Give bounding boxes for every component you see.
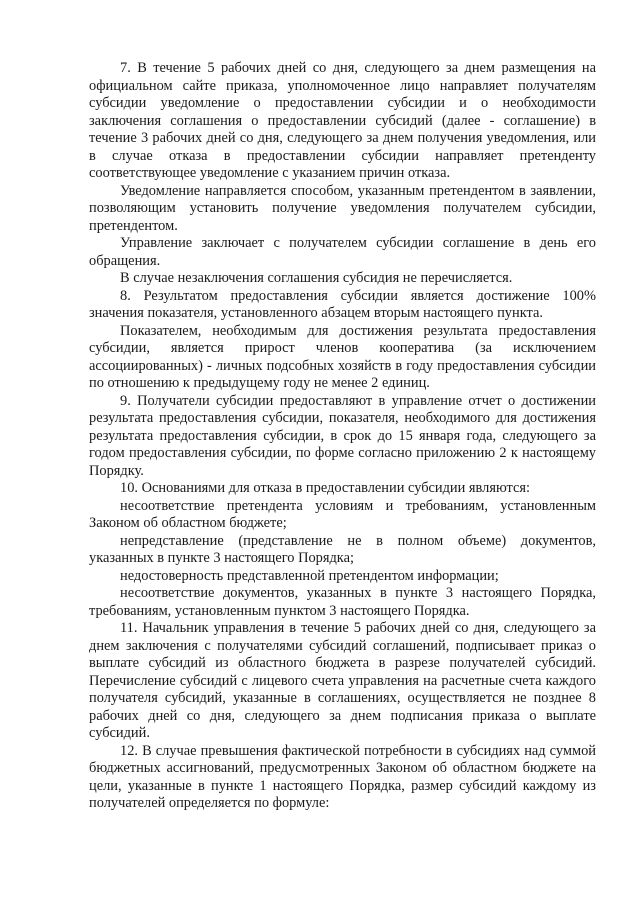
paragraph-7-notification: 7. В течение 5 рабочих дней со дня, следующего за днем размещения на официальном сайте приказа, уполномоченное лицо направляет получателям субсидии уведомление о предоставлении субсидии и о необходимости заключения соглашения о предоставлении субсидий (далее - соглашение) в течение 3 рабочих дней со дня, следующего за днем получения уведомления, или в случае отказа в предоставлении субсидии направляет претенденту соответствующее уведомление с указанием причин отказа. [89, 60, 596, 181]
paragraph-9-report: 9. Получатели субсидии предоставляют в управление отчет о достижении результата предоставления субсидии, показателя, необходимого для достижения результата предоставления субсидии, в срок до 15 января года, следующего за годом предоставления субсидии, по форме согласно приложению 2 к настоящему Порядку. [89, 392, 596, 479]
paragraph-12-formula: 12. В случае превышения фактической потребности в субсидиях над суммой бюджетных ассигнований, предусмотренных Законом об областном бюджете на цели, указанные в пункте 1 настоящего Порядка, размер субсидий каждому из получателей определяется по формуле: [89, 742, 596, 811]
paragraph-agreement-conclusion: Управление заключает с получателем субсидии соглашение в день его обращения. [89, 235, 596, 269]
paragraph-11-payment-order: 11. Начальник управления в течение 5 рабочих дней со дня, следующего за днем заключения с получателями субсидий соглашений, подписывает приказ о выплате субсидий из областного бюджета в разрезе получателей субсидий. Перечисление субсидий с лицевого счета управления на расчетные счета каждого получателя субсидий, указанные в соглашениях, осуществляется не позднее 8 рабочих дней со дня, следующего за днем подписания приказа о выплате субсидий. [89, 620, 596, 741]
paragraph-indicator: Показателем, необходимым для достижения результата предоставления субсидии, является прирост членов кооператива (за исключением ассоциированных) - личных подсобных хозяйств в году предоставления субсидии по отношению к предыдущему году не менее 2 единиц. [89, 322, 596, 391]
paragraph-refusal-noncompliance: несоответствие претендента условиям и требованиям, установленным Законом об областном бюджете; [89, 497, 596, 531]
paragraph-refusal-missing-documents: непредставление (представление не в полном объеме) документов, указанных в пункте 3 настоящего Порядка; [89, 532, 596, 566]
paragraph-no-agreement: В случае незаключения соглашения субсидия не перечисляется. [120, 270, 513, 286]
paragraph-refusal-document-mismatch: несоответствие документов, указанных в пункте 3 настоящего Порядка, требованиям, установленным пунктом 3 настоящего Порядка. [89, 585, 596, 619]
paragraph-8-result: 8. Результатом предоставления субсидии является достижение 100% значения показателя, установленного абзацем вторым настоящего пункта. [89, 287, 596, 321]
paragraph-notification-method: Уведомление направляется способом, указанным претендентом в заявлении, позволяющим установить получение уведомления получателем субсидии, претендентом. [89, 182, 596, 234]
paragraph-10-refusal-grounds: 10. Основаниями для отказа в предоставлении субсидии являются: [120, 480, 530, 496]
document-body [89, 60, 596, 813]
paragraph-refusal-false-information: недостоверность представленной претендентом информации; [120, 567, 499, 584]
